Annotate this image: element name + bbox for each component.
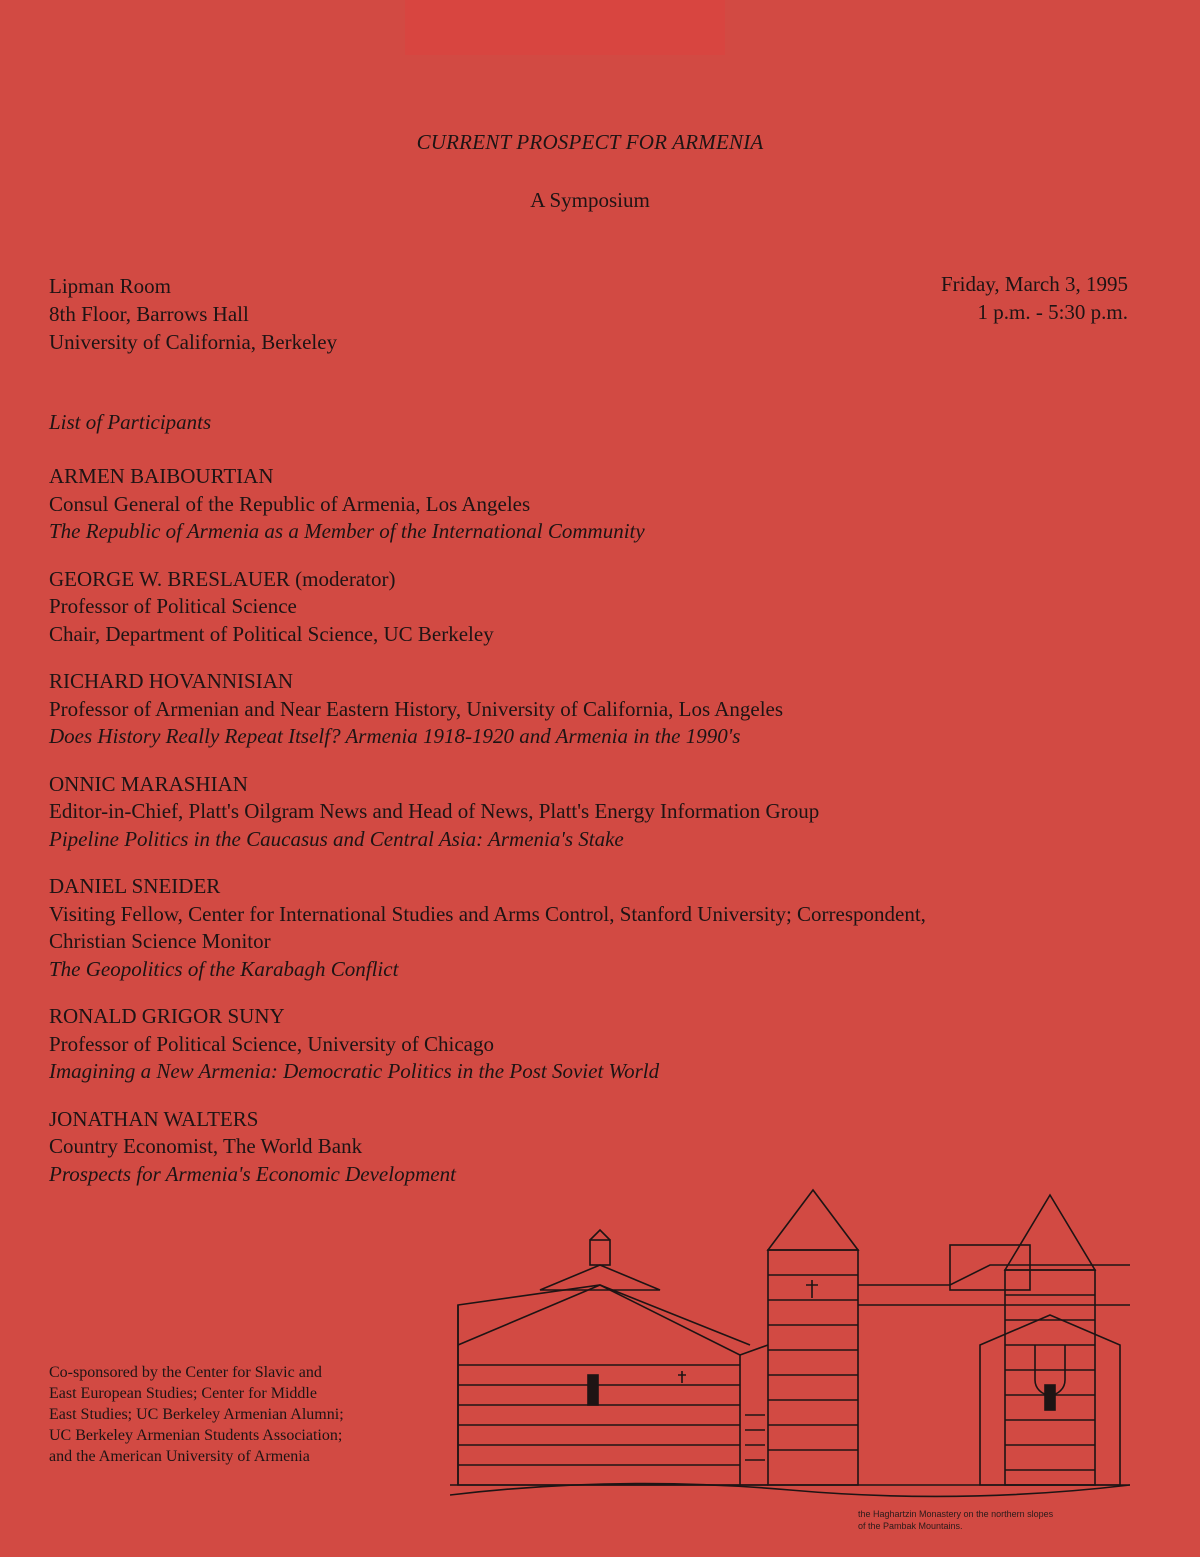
participant-entry xyxy=(49,566,1139,649)
monastery-illustration xyxy=(450,1185,1130,1505)
tape-mark xyxy=(405,0,725,55)
caption-line-2: of the Pambak Mountains. xyxy=(858,1521,963,1531)
participant-talk-title: The Geopolitics of the Karabagh Conflict xyxy=(49,956,399,981)
caption-line-1: the Haghartzin Monastery on the northern slopes xyxy=(858,1509,1054,1519)
page-subtitle: A Symposium xyxy=(530,188,650,212)
participant-entry xyxy=(49,1106,1139,1189)
participant-talk-title: Prospects for Armenia's Economic Development xyxy=(49,1161,456,1186)
cosponsor-line: East Studies; UC Berkeley Armenian Alumni; xyxy=(49,1406,344,1423)
participant-entry xyxy=(49,463,1139,546)
participant-role: Professor of Political Science, University of Chicago xyxy=(49,1031,494,1056)
participants-list xyxy=(49,463,1139,1208)
event-date: Friday, March 3, 1995 xyxy=(940,272,1128,296)
participant-entry xyxy=(49,771,1139,854)
illustration-caption xyxy=(858,1508,1158,1532)
participant-entry xyxy=(49,668,1139,751)
participant-name: ONNIC MARASHIAN xyxy=(49,771,248,796)
cosponsor-line: East European Studies; Center for Middle xyxy=(49,1385,317,1402)
participant-role: Christian Science Monitor xyxy=(49,929,271,953)
page-title: CURRENT PROSPECT FOR ARMENIA xyxy=(416,130,764,154)
cosponsor-line: Co-sponsored by the Center for Slavic and xyxy=(49,1364,322,1381)
participant-entry xyxy=(49,1003,1139,1086)
venue-floor: 8th Floor, Barrows Hall xyxy=(49,302,249,326)
participant-name: ARMEN BAIBOURTIAN xyxy=(49,464,274,488)
participant-role: Editor-in-Chief, Platt's Oilgram News and Head of News, Platt's Energy Information Group xyxy=(49,799,820,823)
participant-role: Professor of Armenian and Near Eastern History, University of California, Los Angeles xyxy=(49,696,784,721)
participant-role: Chair, Department of Political Science, UC Berkeley xyxy=(49,621,494,646)
participant-talk-title: Does History Really Repeat Itself? Armenia 1918-1920 and Armenia in the 1990's xyxy=(49,724,741,748)
participant-role: Visiting Fellow, Center for International Studies and Arms Control, Stanford University; Correspondent, xyxy=(49,901,926,926)
participant-name: RONALD GRIGOR SUNY xyxy=(49,1004,285,1028)
datetime-block xyxy=(941,270,1128,326)
participant-talk-title: Pipeline Politics in the Caucasus and Central Asia: Armenia's Stake xyxy=(49,826,624,851)
event-time: 1 p.m. - 5:30 p.m. xyxy=(977,300,1128,324)
cosponsor-note xyxy=(49,1362,469,1467)
venue-university: University of California, Berkeley xyxy=(49,330,338,354)
venue-block xyxy=(49,272,337,356)
participant-entry xyxy=(49,873,1139,983)
participant-name: JONATHAN WALTERS xyxy=(49,1106,259,1131)
participants-heading: List of Participants xyxy=(49,410,212,434)
participant-role: Consul General of the Republic of Armenia, Los Angeles xyxy=(49,491,531,516)
venue-room: Lipman Room xyxy=(49,274,171,298)
participant-name: DANIEL SNEIDER xyxy=(49,874,221,898)
participant-name: GEORGE W. BRESLAUER (moderator) xyxy=(49,566,396,591)
participant-role: Country Economist, The World Bank xyxy=(49,1134,363,1158)
participant-talk-title: Imagining a New Armenia: Democratic Politics in the Post Soviet World xyxy=(49,1059,660,1083)
cosponsor-line: UC Berkeley Armenian Students Association; xyxy=(49,1427,343,1444)
participant-role: Professor of Political Science xyxy=(49,594,297,618)
participant-talk-title: The Republic of Armenia as a Member of the International Community xyxy=(49,519,645,543)
cosponsor-line: and the American University of Armenia xyxy=(49,1448,310,1465)
participant-name: RICHARD HOVANNISIAN xyxy=(49,669,294,693)
